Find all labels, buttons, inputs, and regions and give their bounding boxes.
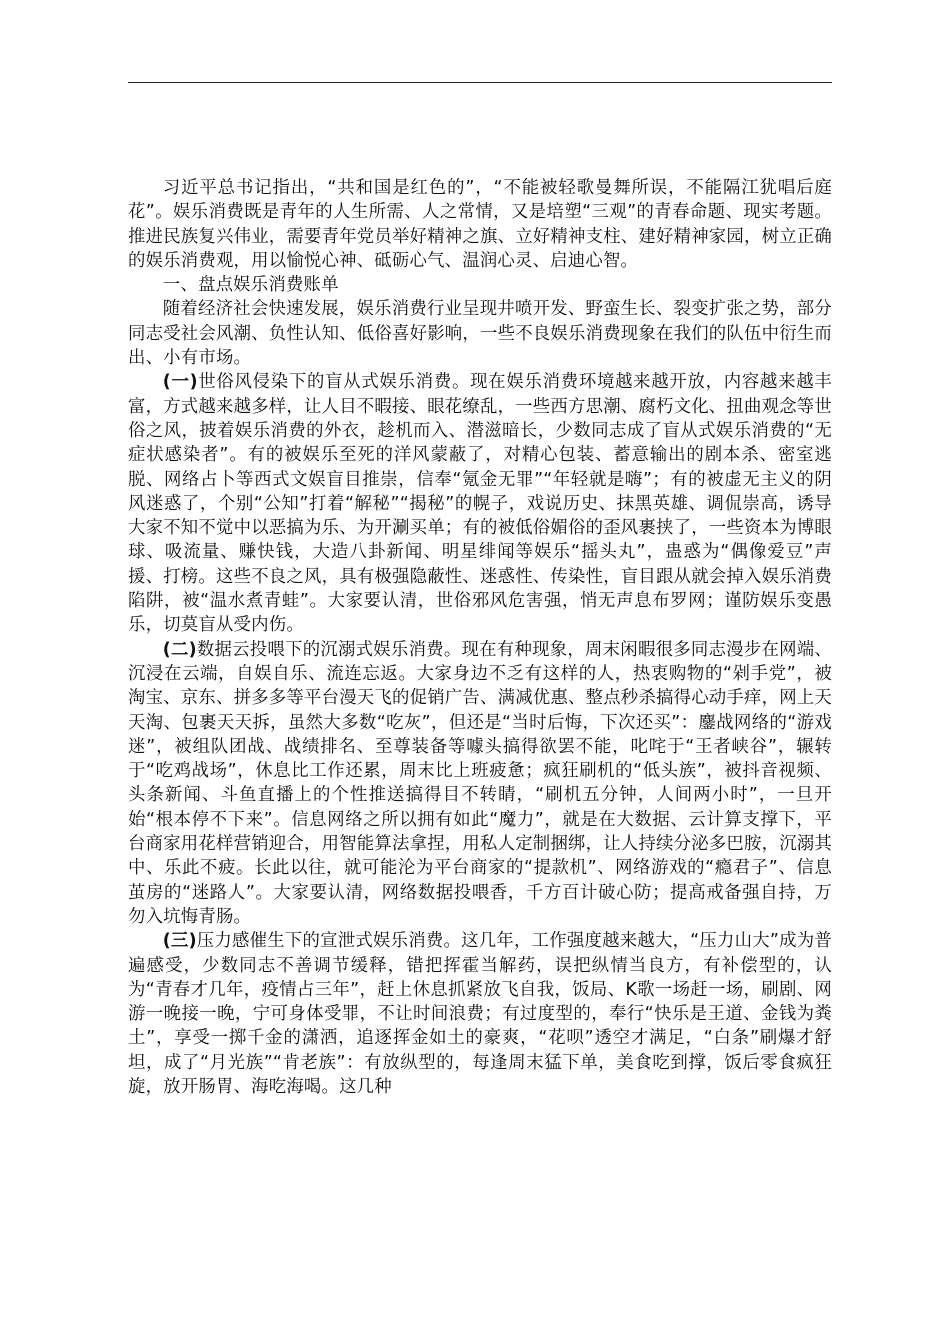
subsection-3-label: (三) — [162, 931, 197, 952]
subsection-1-label: (一) — [162, 372, 198, 393]
section-heading: 一、盘点娱乐消费账单 — [162, 275, 339, 296]
document-body — [128, 176, 832, 1099]
subsection-2-text: 数据云投喂下的沉溺式娱乐消费。现在有种现象，周末闲暇很多同志漫步在网端、沉浸在云端，自娱自乐、流连忘返。大家身边不乏有这样的人，热衷购物的“剁手党”，被淘宝、京东、拼多多等平台漫天飞的促销广告、满减优惠、整点秒杀搞得心动手痒，网上天天淘、包裹天天拆，虽然大多数“吃灰”，但还是“当时后悔，下次还买”：鏖战网络的“游戏迷”，被组队团战、战绩排名、至尊装备等噱头搞得欲罢不能，叱咤于“王者峡谷”，辗转于“吃鸡战场”，休息比工作还累，周末比上班疲惫；疯狂刷机的“低头族”，被抖音视频、头条新闻、斗鱼直播上的个性推送搞得目不转睛，“刷机五分钟，人间两小时”，一旦开始“根本停不下来”。信息网络之所以拥有如此“魔力”，就是在大数据、云计算支撑下，平台商家用花样营销迎合，用智能算法拿捏，用私人定制捆绑，让人持续分泌多巴胺，沉溺其中、乐此不疲。长此以往，就可能沦为平台商家的“提款机”、网络游戏的“瘾君子”、信息茧房的“迷路人”。大家要认清，网络数据投喂香，千方百计破心防；提高戒备强自持，万勿入坑悔青肠。 — [128, 639, 832, 927]
intro-paragraph: 习近平总书记指出，“共和国是红色的”，“不能被轻歌曼舞所误，不能隔江犹唱后庭花”。娱乐消费既是青年的人生所需、人之常情，又是培塑“三观”的青春命题、现实考题。推进民族复兴伟业，需要青年党员举好精神之旗、立好精神支柱、建好精神家园，树立正确的娱乐消费观，用以愉悦心神、砥砺心气、温润心灵、启迪心智。 — [128, 178, 832, 271]
header-rule — [128, 82, 832, 83]
subsection-2-paragraph — [128, 638, 832, 930]
subsection-3-paragraph — [128, 929, 832, 1099]
section-intro-paragraph: 随着经济社会快速发展，娱乐消费行业呈现井喷开发、野蛮生长、裂变扩张之势，部分同志受社会风潮、负性认知、低俗喜好影响，一些不良娱乐消费现象在我们的队伍中衍生而出、小有市场。 — [128, 299, 832, 369]
subsection-1-paragraph — [128, 370, 832, 637]
subsection-1-text: 世俗风侵染下的盲从式娱乐消费。现在娱乐消费环境越来越开放，内容越来越丰富，方式越来越多样，让人目不暇接、眼花缭乱，一些西方思潮、腐朽文化、扭曲观念等世俗之风，披着娱乐消费的外衣，趁机而入、潜滋暗长，少数同志成了盲从式娱乐消费的“无症状感染者”。有的被娱乐至死的洋风蒙蔽了，对精心包装、蓄意输出的剧本杀、密室逃脱、网络占卜等西式文娱盲目推崇，信奉“氪金无罪”“年轻就是嗨”；有的被虚无主义的阴风迷惑了，个别“公知”打着“解秘”“揭秘”的幌子，戏说历史、抹黑英雄、调侃崇高，诱导大家不知不觉中以恶搞为乐、为开涮买单；有的被低俗媚俗的歪风裹挟了，一些资本为博眼球、吸流量、赚快钱，大造八卦新闻、明星绯闻等娱乐“摇头丸”，蛊惑为“偶像爱豆”声援、打榜。这些不良之风，具有极强隐蔽性、迷惑性、传染性，盲目跟从就会掉入娱乐消费陷阱，被“温水煮青蛙”。大家要认清，世俗邪风危害强，悄无声息布罗网；谨防娱乐变愚乐，切莫盲从受内伤。 — [128, 372, 832, 636]
subsection-3-text: 压力感催生下的宣泄式娱乐消费。这几年，工作强度越来越大，“压力山大”成为普遍感受，少数同志不善调节缓释，错把挥霍当解药，误把纵情当良方，有补偿型的，认为“青春才几年，疫情占三年”，赶上休息抓紧放飞自我，饭局、K歌一场赶一场，刷剧、网游一晚接一晚，宁可身体受罪，不让时间浪费；有过度型的，奉行“快乐是王道、金钱为粪土”，享受一掷千金的潇洒，追逐挥金如土的豪爽，“花呗”透空才满足，“白条”刷爆才舒坦，成了“月光族”“肯老族”：有放纵型的，每逢周末猛下单，美食吃到撑，饭后零食疯狂旋，放开肠胃、海吃海喝。这几种 — [128, 931, 832, 1097]
subsection-2-label: (二) — [162, 639, 197, 660]
